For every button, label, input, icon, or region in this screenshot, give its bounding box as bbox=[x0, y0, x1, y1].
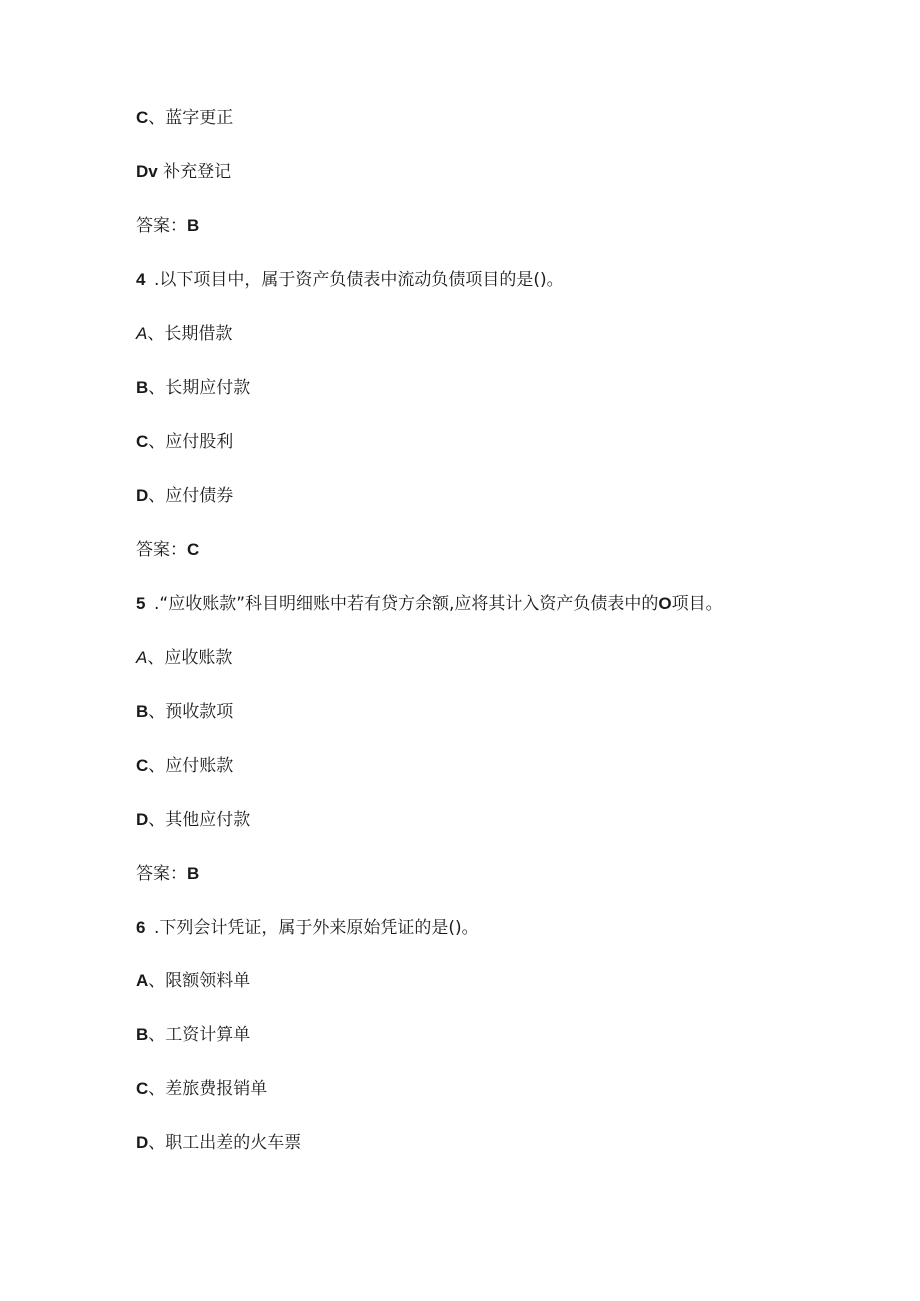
option-label: A bbox=[136, 971, 149, 990]
option-label: Dv bbox=[136, 162, 158, 181]
option-text: 预收款项 bbox=[165, 702, 234, 722]
option-text: 工资计算单 bbox=[165, 1025, 251, 1045]
q4-stem bbox=[136, 269, 564, 291]
option-text: 差旅费报销单 bbox=[165, 1079, 268, 1099]
question-blank-marker: O bbox=[658, 594, 672, 613]
option-label: D bbox=[136, 486, 149, 505]
option-text: 其他应付款 bbox=[165, 810, 251, 830]
question-number: 4 bbox=[136, 270, 146, 289]
option-label: C bbox=[136, 432, 149, 451]
answer-prefix: 答案： bbox=[136, 864, 187, 884]
question-text: .以下项目中，属于资产负债表中流动负债项目的是()。 bbox=[154, 270, 564, 290]
answer-key: C bbox=[187, 540, 200, 559]
option-text: 长期借款 bbox=[164, 324, 233, 344]
q4-option-c: C、应付股利 bbox=[136, 432, 234, 452]
q5-option-c: C、应付账款 bbox=[136, 756, 234, 776]
question-text-end: 项目。 bbox=[671, 594, 723, 614]
answer-prefix: 答案： bbox=[136, 216, 187, 236]
option-label: B bbox=[136, 1025, 149, 1044]
q6-option-c: C、差旅费报销单 bbox=[136, 1079, 268, 1099]
q4-option-b: B、长期应付款 bbox=[136, 378, 251, 398]
option-text: 职工出差的火车票 bbox=[165, 1133, 302, 1153]
q3-option-d bbox=[136, 161, 231, 183]
q3-answer bbox=[136, 215, 199, 237]
option-label: C bbox=[136, 108, 149, 127]
option-label: A bbox=[136, 648, 148, 667]
q4-option-a: A、长期借款 bbox=[136, 324, 233, 344]
q5-option-a: A、应收账款 bbox=[136, 648, 233, 668]
option-text: 应付债券 bbox=[165, 486, 234, 506]
option-label: A bbox=[136, 324, 148, 343]
answer-prefix: 答案： bbox=[136, 540, 187, 560]
option-label: D bbox=[136, 1133, 149, 1152]
q3-option-c: C、蓝字更正 bbox=[136, 108, 234, 128]
q5-option-d: D、其他应付款 bbox=[136, 810, 251, 830]
q4-option-d: D、应付债券 bbox=[136, 486, 234, 506]
option-text: 应付股利 bbox=[165, 432, 234, 452]
q6-option-b: B、工资计算单 bbox=[136, 1025, 251, 1045]
option-label: C bbox=[136, 1079, 149, 1098]
q6-option-d: D、职工出差的火车票 bbox=[136, 1133, 302, 1153]
option-text: 蓝字更正 bbox=[165, 108, 234, 128]
question-number: 5 bbox=[136, 594, 146, 613]
q4-answer bbox=[136, 539, 199, 561]
option-label: B bbox=[136, 702, 149, 721]
option-text: 应付账款 bbox=[165, 756, 234, 776]
q5-stem bbox=[136, 593, 723, 615]
question-number: 6 bbox=[136, 918, 146, 937]
answer-key: B bbox=[187, 216, 200, 235]
q6-stem bbox=[136, 917, 479, 939]
option-label: C bbox=[136, 756, 149, 775]
question-text: .下列会计凭证，属于外来原始凭证的是()。 bbox=[154, 918, 479, 938]
q5-option-b: B、预收款项 bbox=[136, 702, 234, 722]
option-text: 补充登记 bbox=[163, 162, 232, 182]
option-text: 限额领料单 bbox=[165, 971, 251, 991]
option-label: D bbox=[136, 810, 149, 829]
option-text: 长期应付款 bbox=[165, 378, 251, 398]
q5-answer bbox=[136, 863, 199, 885]
question-text: .“应收账款”科目明细账中若有贷方余额,应将其计入资产负债表中的 bbox=[154, 594, 659, 614]
answer-key: B bbox=[187, 864, 200, 883]
option-label: B bbox=[136, 378, 149, 397]
q6-option-a: A、限额领料单 bbox=[136, 971, 251, 991]
option-text: 应收账款 bbox=[164, 648, 233, 668]
